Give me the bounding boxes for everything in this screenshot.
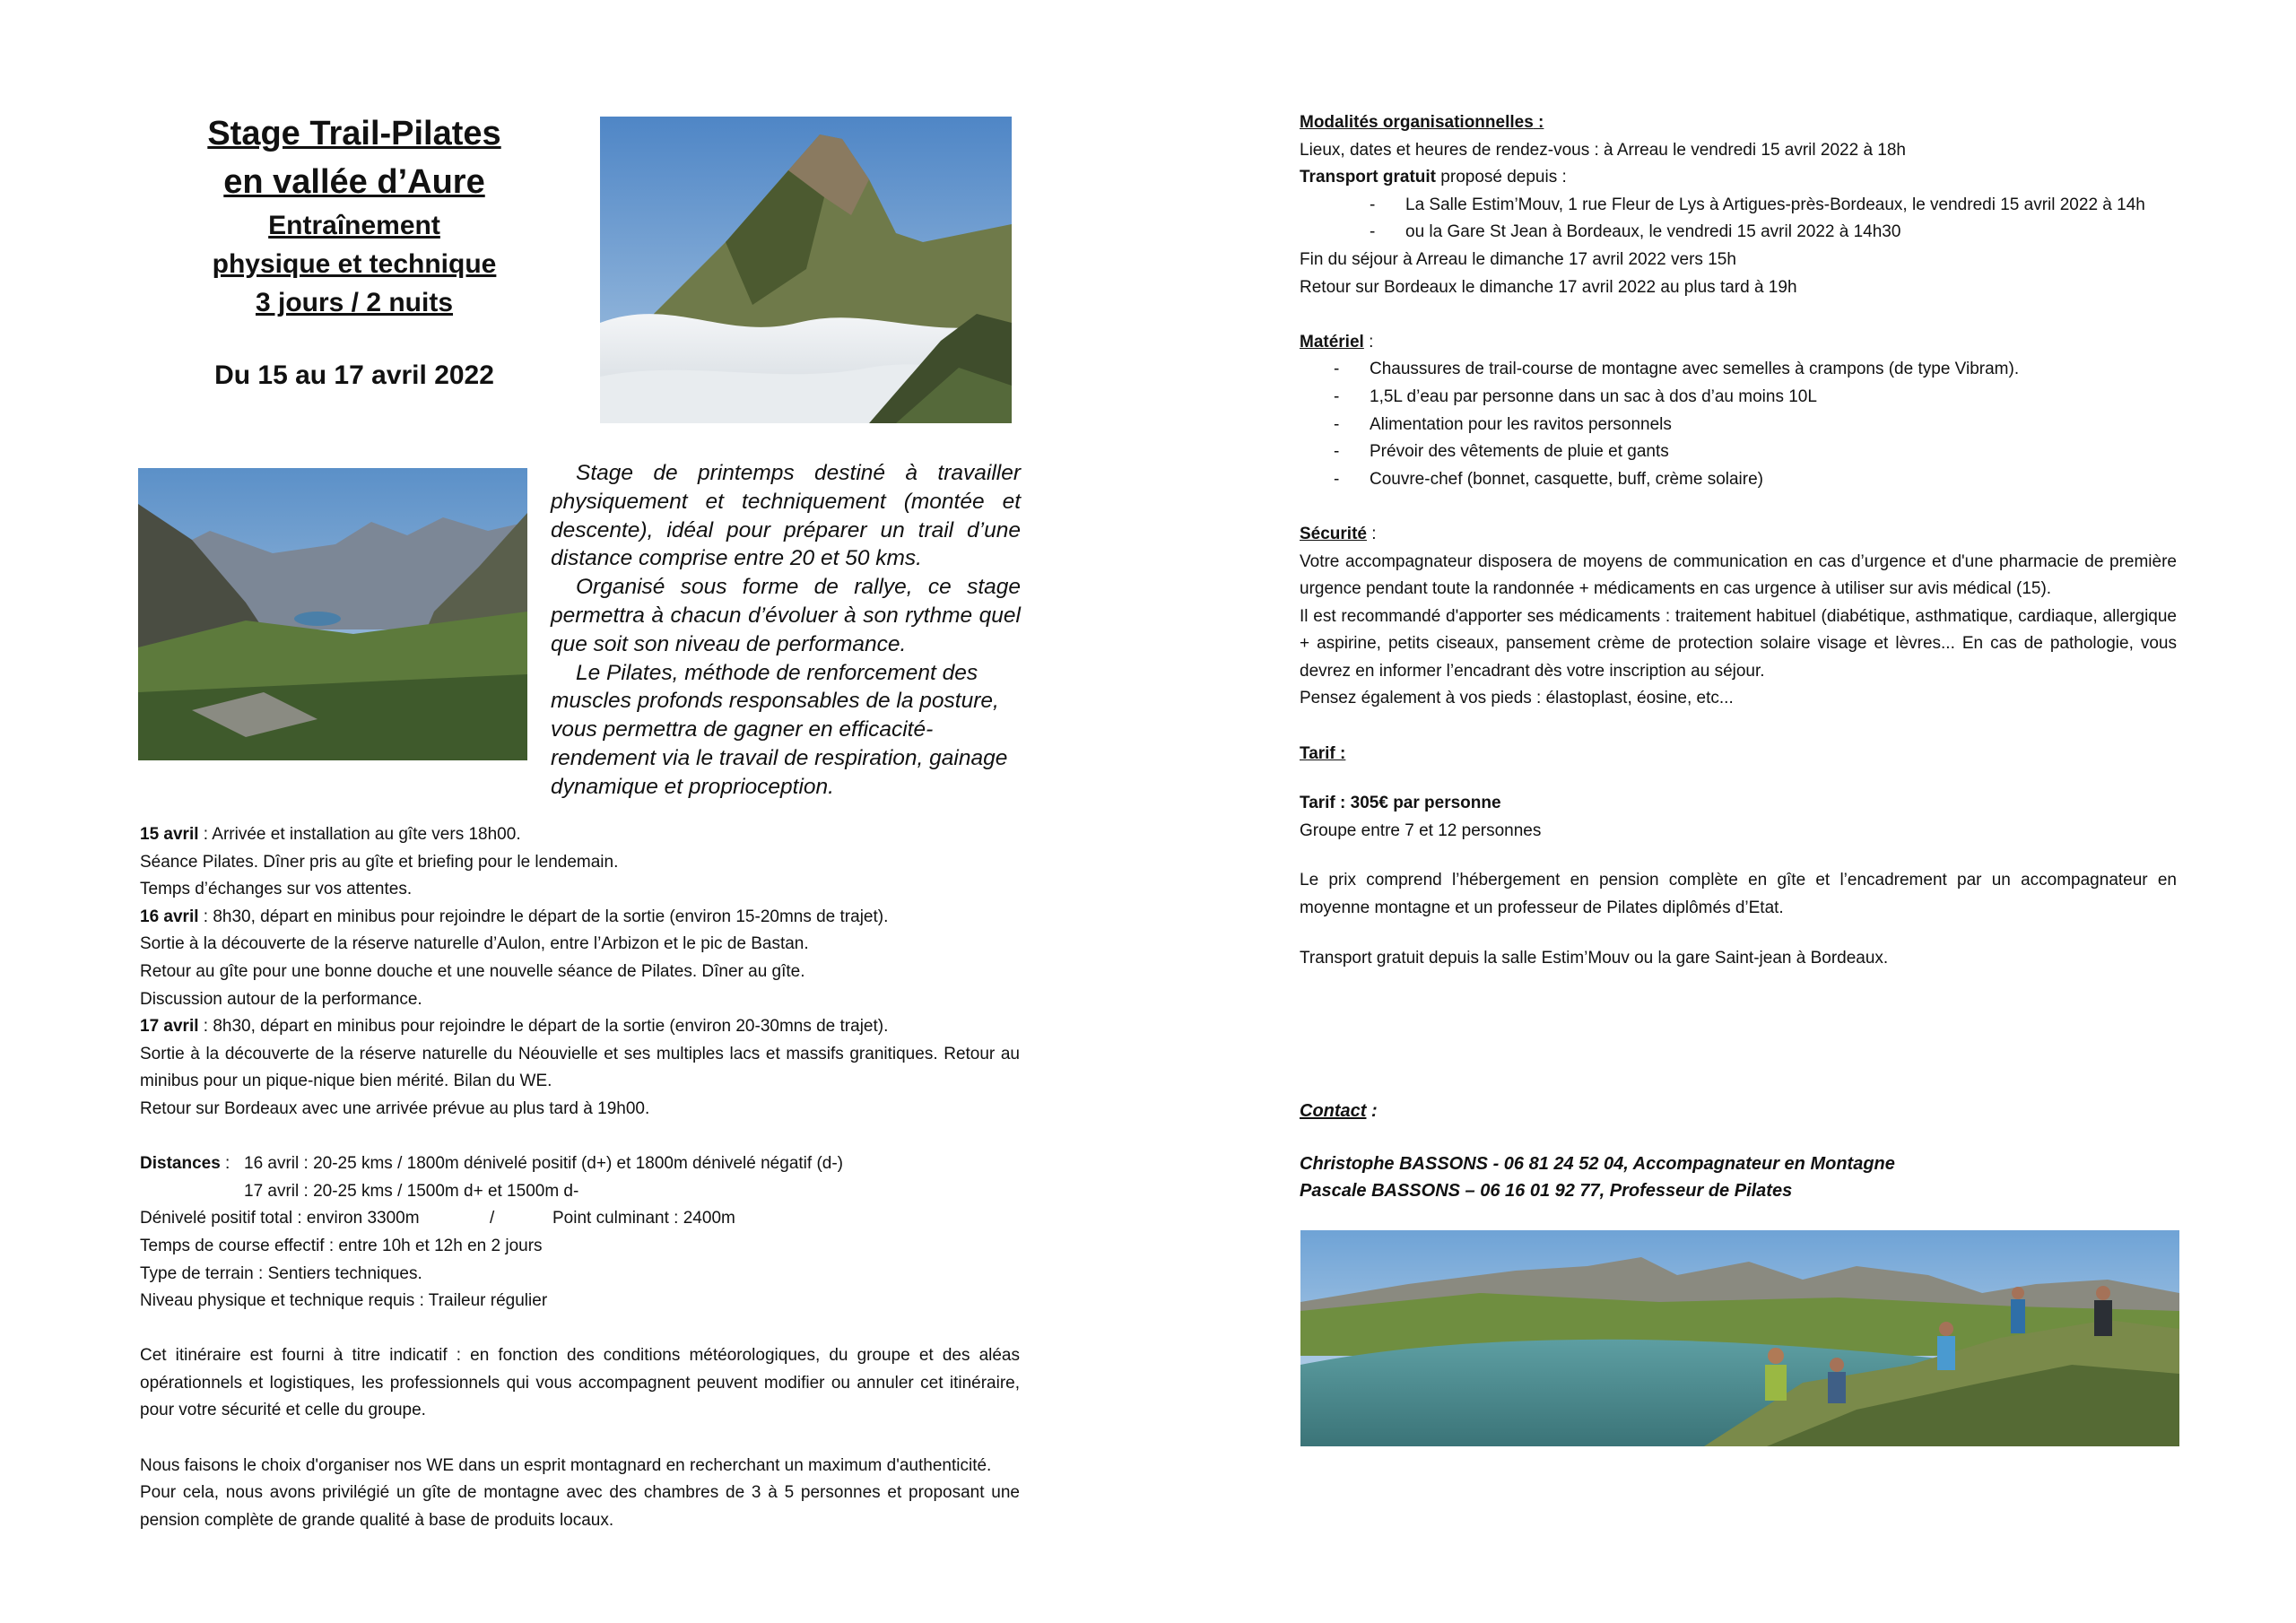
subtitle-line1: Entraînement bbox=[268, 211, 440, 240]
distances-line1 bbox=[140, 1150, 1020, 1178]
materiel-item: - Prévoir des vêtements de pluie et gants bbox=[1300, 438, 2177, 466]
photo-valley-lake bbox=[138, 468, 527, 760]
stage-dates: Du 15 au 17 avril 2022 bbox=[214, 360, 494, 390]
day1-line2: Séance Pilates. Dîner pris au gîte et briefing pour le lendemain. bbox=[140, 852, 619, 872]
transport-options bbox=[1300, 192, 2177, 247]
materiel-list bbox=[1300, 356, 2177, 493]
terrain-type: Type de terrain : Sentiers techniques. bbox=[140, 1263, 422, 1283]
tarif-transport: Transport gratuit depuis la salle Estim’Mouv ou la gare Saint-jean à Bordeaux. bbox=[1300, 948, 1889, 968]
stay-end: Fin du séjour à Arreau le dimanche 17 avril 2022 vers 15h bbox=[1300, 249, 1736, 269]
day2-line3: Retour au gîte pour une bonne douche et une nouvelle séance de Pilates. Dîner au gîte. bbox=[140, 961, 805, 981]
day1-label: 15 avril bbox=[140, 825, 199, 844]
distances-label: Distances bbox=[140, 1154, 221, 1174]
day2-line2: Sortie à la découverte de la réserve naturelle d’Aulon, entre l’Arbizon et le pic de Bastan. bbox=[140, 934, 809, 954]
materiel-item: - Couvre-chef (bonnet, casquette, buff, crème solaire) bbox=[1300, 466, 2177, 494]
day3-line1 bbox=[140, 1013, 1020, 1041]
securite-heading: Sécurité bbox=[1300, 524, 1367, 543]
materiel-item: - Chaussures de trail-course de montagne avec semelles à crampons (de type Vibram). bbox=[1300, 356, 2177, 384]
day2-line1 bbox=[140, 904, 1020, 932]
day1-text: : Arrivée et installation au gîte vers 18h00. bbox=[198, 825, 521, 844]
day3-label: 17 avril bbox=[140, 1017, 199, 1037]
modalites-heading-line bbox=[1300, 109, 2177, 137]
transport-line bbox=[1300, 164, 2177, 192]
title-block bbox=[152, 109, 556, 391]
distances-sep: : bbox=[220, 1154, 230, 1174]
photo-peak-clouds bbox=[600, 117, 1012, 423]
intro-paragraph-2: Organisé sous forme de rallye, ce stage permettra à chacun d’évoluer à son rythme quel que soit son niveau de performance. bbox=[551, 575, 1021, 656]
day3-text: : 8h30, départ en minibus pour rejoindre le départ de la sortie (environ 20-30mns de trajet). bbox=[198, 1017, 889, 1037]
distance-day17: 17 avril : 20-25 kms / 1500m d+ et 1500m d- bbox=[244, 1181, 579, 1201]
transport-option-gare: - ou la Gare St Jean à Bordeaux, le vendredi 15 avril 2022 à 14h30 bbox=[1300, 219, 2177, 247]
modalites-heading: Modalités organisationnelles bbox=[1300, 113, 1534, 132]
tarif-price: Tarif : 305€ par personne bbox=[1300, 794, 1501, 813]
return-bordeaux: Retour sur Bordeaux le dimanche 17 avril 2022 au plus tard à 19h bbox=[1300, 277, 1797, 297]
intro-text bbox=[551, 459, 1021, 802]
contact-heading: Contact bbox=[1300, 1101, 1367, 1121]
securite-paragraph-3: Pensez également à vos pieds : élastoplast, éosine, etc... bbox=[1300, 689, 1734, 708]
materiel-heading: Matériel bbox=[1300, 332, 1364, 352]
contact-heading-line bbox=[1300, 1098, 2177, 1125]
materiel-item: - Alimentation pour les ravitos personnels bbox=[1300, 412, 2177, 439]
lodging-note: Pour cela, nous avons privilégié un gîte de montagne avec des chambres de 3 à 5 personnes et proposant une pension complète de grande qualité à base de produits locaux. bbox=[140, 1483, 1020, 1530]
photo-panorama-lake-hikers bbox=[1300, 1230, 2179, 1446]
tarif-heading-line bbox=[1300, 741, 2177, 768]
day2-text: : 8h30, départ en minibus pour rejoindre le départ de la sortie (environ 15-20mns de trajet). bbox=[198, 907, 889, 926]
modalites-heading-sep: : bbox=[1533, 113, 1544, 132]
elevation-line bbox=[140, 1205, 1020, 1233]
tarif-heading: Tarif : bbox=[1300, 743, 1346, 763]
day1-line1 bbox=[140, 821, 1020, 849]
securite-heading-line bbox=[1300, 521, 2177, 549]
intro-paragraph-3: Le Pilates, méthode de renforcement des muscles profonds responsables de la posture, vous permettra de gagner en efficacité-rendement via le travail de respiration, gainage dynamique et proprioception. bbox=[551, 660, 1008, 799]
meeting-point: Lieux, dates et heures de rendez-vous : à Arreau le vendredi 15 avril 2022 à 18h bbox=[1300, 140, 1906, 160]
materiel-item: - 1,5L d’eau par personne dans un sac à dos d’au moins 10L bbox=[1300, 384, 2177, 412]
distance-day16: 16 avril : 20-25 kms / 1800m dénivelé positif (d+) et 1800m dénivelé négatif (d-) bbox=[244, 1154, 843, 1174]
main-title-line2: en vallée d’Aure bbox=[223, 163, 485, 201]
itinerary-note: Cet itinéraire est fourni à titre indicatif : en fonction des conditions météorologiques, du groupe et des aléas opérationnels et logistiques, les professionnels qui vous accompagnent peuvent modifier ou annuler cet itinéraire, pour votre sécurité et celle du groupe. bbox=[140, 1346, 1020, 1420]
day2-line4: Discussion autour de la performance. bbox=[140, 989, 422, 1009]
tarif-includes: Le prix comprend l’hébergement en pension complète en gîte et l’encadrement par un accompagnateur en moyenne montagne et un professeur de Pilates diplômés d’Etat. bbox=[1300, 871, 2177, 918]
contact-christophe: Christophe BASSONS - 06 81 24 52 04, Accompagnateur en Montagne bbox=[1300, 1153, 1895, 1174]
right-column bbox=[1300, 109, 2177, 972]
contact-heading-sep: : bbox=[1366, 1101, 1378, 1121]
transport-option-salle: - La Salle Estim’Mouv, 1 rue Fleur de Lys à Artigues-près-Bordeaux, le vendredi 15 avril 2022 à 14h bbox=[1300, 192, 2177, 220]
program-section bbox=[140, 821, 1020, 1534]
transport-label: Transport gratuit bbox=[1300, 168, 1437, 187]
day2-label: 16 avril bbox=[140, 907, 199, 926]
total-elevation: Dénivelé positif total : environ 3300m bbox=[140, 1209, 420, 1228]
contact-pascale: Pascale BASSONS – 06 16 01 92 77, Professeur de Pilates bbox=[1300, 1181, 1793, 1202]
transport-text: proposé depuis : bbox=[1436, 168, 1567, 187]
main-title-line1: Stage Trail-Pilates bbox=[207, 115, 501, 152]
securite-heading-sep: : bbox=[1366, 524, 1377, 543]
peak-altitude: Point culminant : 2400m bbox=[552, 1209, 735, 1228]
securite-paragraph-2: Il est recommandé d'apporter ses médicaments : traitement habituel (diabétique, asthmatique, cardiaque, allergique + aspirine, petits ciseaux, pansement crème de protection solaire visage et lèvres... En cas de pathologie, vous devrez en informer l’encadrant dès votre inscription au séjour. bbox=[1300, 606, 2177, 681]
subtitle-line2: physique et technique bbox=[212, 249, 497, 279]
securite-paragraph-1: Votre accompagnateur disposera de moyens de communication en cas d’urgence et d'une pharmacie de première urgence pendant toute la randonnée + médicaments en cas urgence à utiliser sur avis médical (15). bbox=[1300, 551, 2177, 599]
subtitle-line3: 3 jours / 2 nuits bbox=[255, 288, 454, 317]
materiel-heading-line bbox=[1300, 329, 2177, 357]
day3-line3: Retour sur Bordeaux avec une arrivée prévue au plus tard à 19h00. bbox=[140, 1098, 650, 1118]
day3-line2: Sortie à la découverte de la réserve naturelle du Néouvielle et ses multiples lacs et massifs granitiques. Retour au minibus pour un pique-nique bien mérité. Bilan du WE. bbox=[140, 1044, 1020, 1091]
authenticity-note: Nous faisons le choix d'organiser nos WE dans un esprit montagnard en recherchant un maximum d'authenticité. bbox=[140, 1455, 992, 1475]
running-time: Temps de course effectif : entre 10h et 12h en 2 jours bbox=[140, 1236, 543, 1255]
intro-paragraph-1: Stage de printemps destiné à travailler physiquement et techniquement (montée et descente), idéal pour préparer un trail d’une distance comprise entre 20 et 50 kms. bbox=[551, 461, 1021, 571]
materiel-heading-sep: : bbox=[1363, 332, 1374, 352]
day1-line3: Temps d’échanges sur vos attentes. bbox=[140, 880, 413, 899]
contact-section bbox=[1300, 1098, 2177, 1205]
required-level: Niveau physique et technique requis : Traileur régulier bbox=[140, 1291, 548, 1311]
tarif-group: Groupe entre 7 et 12 personnes bbox=[1300, 820, 1542, 840]
elevation-slash: / bbox=[490, 1209, 495, 1228]
